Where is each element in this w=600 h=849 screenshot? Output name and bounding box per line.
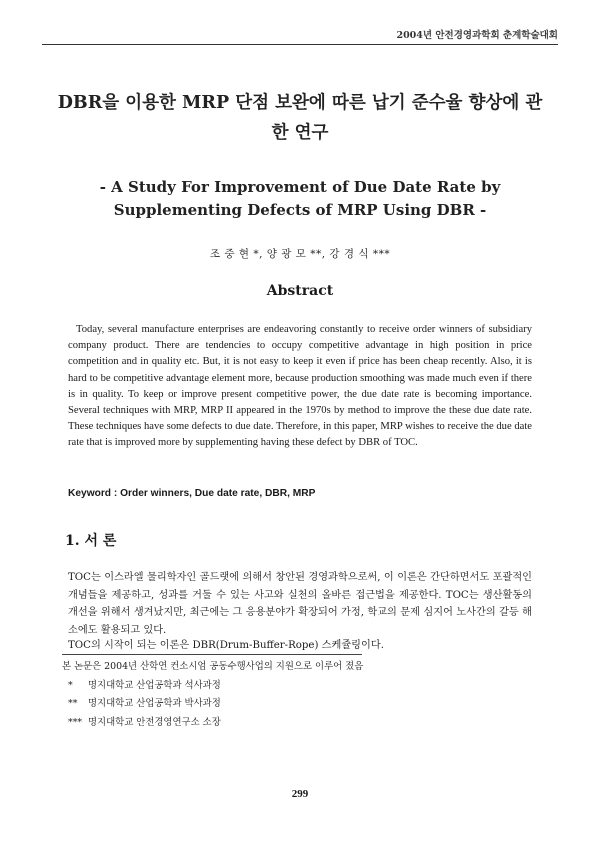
footnote-text: 명지대학교 산업공학과 박사과정 bbox=[88, 698, 221, 709]
footnote-author-1 bbox=[62, 677, 542, 696]
footnotes bbox=[62, 658, 542, 732]
footnote-author-2 bbox=[62, 695, 542, 714]
footnote-funding bbox=[62, 658, 542, 677]
header-rule bbox=[42, 44, 558, 45]
footnote-text: 본 논문은 2004년 산학연 컨소시엄 공동수행사업의 지원으로 이루어 졌음 bbox=[62, 661, 364, 672]
abstract-heading: Abstract bbox=[266, 283, 334, 299]
author-list: 조 중 현 *, 양 광 모 **, 강 경 식 *** bbox=[209, 248, 391, 260]
introduction-paragraph: TOC는 이스라엘 물리학자인 골드랫에 의해서 창안된 경영과학으로써, 이 이론은 간단하면서도 포괄적인 개념들을 제공하고, 성과를 거둘 수 있는 사고와 실천의 올바른 접근법을 제공한다. TOC는 생산활동의 개선을 위해서 생겨났지만, 최근에는 그 응용분야가 확장되어 가정, 학교의 문제 심지어 노사간의 갈등 해소에도 활용되고 있다. bbox=[68, 572, 532, 636]
footnote-text: 명지대학교 산업공학과 석사과정 bbox=[88, 679, 221, 691]
page-number: 299 bbox=[291, 788, 309, 800]
conference-header: 2004년 안전경영과학회 춘계학술대회 bbox=[396, 30, 558, 41]
introduction-line: TOC의 시작이 되는 이론은 DBR(Drum-Buffer-Rope) 스케쥴링이다. bbox=[68, 640, 384, 651]
footnote-text: 명지대학교 안전경영연구소 소장 bbox=[88, 716, 221, 728]
abstract-body: Today, several manufacture enterprises are endeavoring constantly to receive order winners of subsidiary company product. There are tendencies to occupy competitive advantage in high position in price competition and in quality etc. But, it is not easy to keep it even if price has been cheap recently. Also, it is hard to be competitive advantage element more, because production smoothing was made much even if there is in quality. To keep or improve present competitive power, the due date rate is becoming importance. Several techniques with MRP, MRP II appeared in the 1970s by method to improve the these due date rate. These techniques have some defects to due date. Therefore, in this paper, MRP wishes to receive the due date rate that is improved more by supplementing having these defect by DBR of TOC. bbox=[68, 324, 532, 449]
korean-title: DBR을 이용한 MRP 단점 보완에 따른 납기 준수율 향상에 관한 연구 bbox=[57, 93, 543, 143]
footnote-rule bbox=[62, 654, 362, 655]
footnote-author-3 bbox=[62, 714, 542, 733]
keywords: Keyword : Order winners, Due date rate, DBR, MRP bbox=[68, 488, 316, 499]
footnote-mark: ** bbox=[68, 698, 78, 709]
english-title: - A Study For Improvement of Due Date Rate by Supplementing Defects of MRP Using DBR - bbox=[99, 178, 501, 219]
footnote-mark: *** bbox=[68, 716, 83, 728]
footnote-mark: * bbox=[68, 679, 73, 691]
section-heading-introduction: 1. 서 론 bbox=[65, 533, 117, 549]
